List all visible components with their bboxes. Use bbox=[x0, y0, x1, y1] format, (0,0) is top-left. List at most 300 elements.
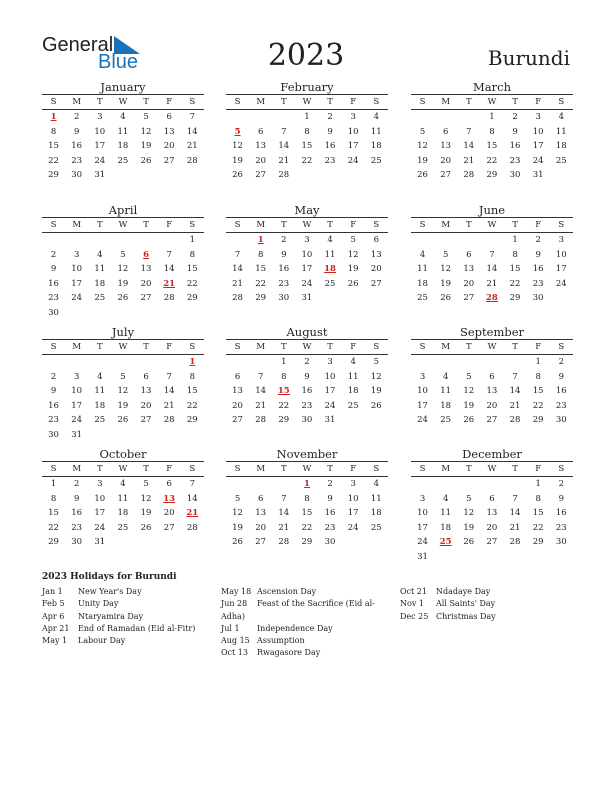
day-cell: 22 bbox=[255, 278, 267, 289]
holiday-date: Oct 13 bbox=[221, 648, 248, 658]
day-cell: 19 bbox=[370, 386, 382, 397]
weekday-label: M bbox=[256, 342, 266, 352]
empty-cell bbox=[434, 355, 457, 370]
day-cell: 15 bbox=[509, 264, 521, 275]
weekday-label: F bbox=[350, 220, 357, 230]
empty-cell bbox=[457, 355, 480, 370]
day-cell: 13 bbox=[140, 386, 152, 397]
day-cell: 20 bbox=[232, 400, 243, 411]
holiday-date: Jul 1 bbox=[221, 623, 240, 633]
week-row bbox=[42, 110, 204, 125]
day-cell: 15 bbox=[486, 141, 498, 152]
day-cell: 2 bbox=[281, 235, 287, 245]
day-cell: 26 bbox=[440, 293, 452, 304]
month-name: November bbox=[276, 447, 338, 461]
day-cell: 12 bbox=[117, 386, 129, 397]
week-row bbox=[42, 168, 204, 183]
day-cell: 1 bbox=[50, 479, 57, 489]
day-cell: 29 bbox=[48, 170, 59, 181]
day-cell: 24 bbox=[347, 155, 359, 166]
day-cell: 31 bbox=[324, 415, 336, 426]
weekday-label: W bbox=[487, 97, 497, 107]
day-cell: 23 bbox=[509, 155, 521, 166]
day-cell: 10 bbox=[347, 493, 359, 504]
empty-cell bbox=[135, 233, 158, 248]
day-cell: 12 bbox=[417, 141, 428, 152]
empty-cell bbox=[434, 477, 457, 492]
day-cell: 3 bbox=[73, 371, 80, 382]
empty-cell bbox=[65, 355, 88, 370]
weekday-label: T bbox=[465, 464, 472, 474]
day-cell: 2 bbox=[73, 112, 80, 122]
holiday-date: May 18 bbox=[221, 587, 252, 596]
holiday-name: Ntaryamira Day bbox=[78, 611, 144, 621]
day-cell: 18 bbox=[440, 400, 452, 411]
day-cell: 22 bbox=[532, 522, 544, 533]
weekday-label: W bbox=[118, 220, 128, 230]
weekday-label: M bbox=[72, 464, 82, 474]
day-cell: 11 bbox=[94, 386, 106, 397]
day-cell: 7 bbox=[281, 126, 287, 137]
day-cell: 26 bbox=[140, 155, 152, 166]
day-cell: 7 bbox=[466, 126, 472, 137]
day-cell: 11 bbox=[370, 126, 382, 137]
empty-cell bbox=[181, 306, 204, 321]
day-cell: 16 bbox=[48, 400, 59, 411]
day-cell: 4 bbox=[350, 357, 356, 367]
day-cell: 14 bbox=[509, 386, 521, 397]
week-row bbox=[42, 277, 204, 292]
day-cell: 25 bbox=[117, 155, 129, 166]
week-row bbox=[42, 413, 204, 428]
day-cell: 27 bbox=[486, 415, 498, 426]
day-cell: 16 bbox=[71, 141, 83, 152]
day-cell: 21 bbox=[463, 155, 475, 166]
weekday-label: F bbox=[166, 220, 173, 230]
day-cell: 13 bbox=[163, 126, 175, 137]
day-cell: 23 bbox=[48, 415, 59, 426]
day-cell: 17 bbox=[347, 141, 359, 152]
day-cell: 31 bbox=[94, 170, 106, 181]
weekday-label: T bbox=[327, 342, 333, 352]
day-cell: 11 bbox=[347, 371, 359, 382]
day-cell: 5 bbox=[120, 371, 126, 382]
day-cell: 10 bbox=[94, 493, 106, 504]
holiday-day-cell: 25 bbox=[439, 537, 452, 548]
day-cell: 12 bbox=[347, 249, 359, 260]
empty-cell bbox=[411, 355, 434, 370]
empty-cell bbox=[158, 535, 181, 550]
day-cell: 29 bbox=[278, 415, 290, 426]
day-cell: 11 bbox=[440, 508, 452, 519]
week-row bbox=[411, 110, 573, 125]
empty-cell bbox=[365, 413, 388, 428]
weekday-label: F bbox=[350, 97, 357, 107]
weekday-label: T bbox=[143, 220, 149, 230]
day-cell: 23 bbox=[532, 278, 544, 289]
day-cell: 7 bbox=[281, 493, 287, 504]
day-cell: 7 bbox=[257, 371, 264, 382]
day-cell: 27 bbox=[255, 537, 267, 548]
day-cell: 28 bbox=[186, 522, 198, 533]
day-cell: 11 bbox=[117, 126, 129, 137]
holiday-day-cell: 13 bbox=[163, 493, 176, 504]
holiday-date: Dec 25 bbox=[400, 611, 429, 621]
day-cell: 15 bbox=[532, 508, 544, 519]
day-cell: 26 bbox=[370, 400, 382, 411]
weekday-label: S bbox=[50, 342, 57, 352]
day-cell: 30 bbox=[48, 307, 59, 318]
day-cell: 19 bbox=[463, 522, 475, 533]
week-row bbox=[226, 492, 388, 507]
empty-cell bbox=[111, 306, 134, 321]
weekday-label: W bbox=[302, 220, 312, 230]
weekday-label: F bbox=[535, 464, 542, 474]
day-cell: 23 bbox=[48, 293, 59, 304]
day-cell: 9 bbox=[558, 493, 565, 504]
day-cell: 16 bbox=[509, 141, 521, 152]
day-cell: 2 bbox=[558, 479, 565, 489]
day-cell: 13 bbox=[255, 508, 267, 519]
empty-cell bbox=[319, 291, 342, 306]
empty-cell bbox=[42, 355, 65, 370]
day-cell: 10 bbox=[417, 386, 428, 397]
day-cell: 21 bbox=[255, 400, 267, 411]
empty-cell bbox=[480, 550, 503, 565]
day-cell: 22 bbox=[48, 155, 59, 166]
month-name: August bbox=[286, 325, 328, 339]
day-cell: 12 bbox=[140, 493, 152, 504]
empty-cell bbox=[504, 550, 527, 565]
day-cell: 24 bbox=[555, 278, 567, 289]
day-cell: 29 bbox=[186, 293, 198, 304]
holiday-item bbox=[221, 635, 375, 647]
weekday-label: S bbox=[234, 342, 241, 352]
day-cell: 9 bbox=[327, 493, 333, 504]
weekday-label: S bbox=[558, 342, 565, 352]
day-cell: 3 bbox=[304, 235, 310, 245]
day-cell: 2 bbox=[327, 479, 333, 489]
empty-cell bbox=[249, 110, 272, 125]
weekday-header bbox=[42, 339, 204, 355]
day-cell: 8 bbox=[489, 126, 495, 137]
weekday-label: T bbox=[465, 220, 472, 230]
day-cell: 3 bbox=[419, 493, 426, 504]
day-cell: 9 bbox=[73, 493, 80, 504]
day-cell: 24 bbox=[324, 400, 336, 411]
day-cell: 26 bbox=[117, 293, 129, 304]
day-cell: 20 bbox=[140, 400, 152, 411]
day-cell: 30 bbox=[555, 537, 567, 548]
day-cell: 8 bbox=[512, 249, 518, 260]
holiday-day-cell: 1 bbox=[189, 357, 196, 367]
day-cell: 11 bbox=[555, 126, 567, 137]
day-cell: 27 bbox=[140, 415, 152, 426]
day-cell: 6 bbox=[234, 371, 241, 382]
day-cell: 2 bbox=[327, 112, 333, 122]
empty-cell bbox=[181, 428, 204, 443]
day-cell: 30 bbox=[532, 293, 544, 304]
holiday-day-cell: 15 bbox=[277, 386, 290, 397]
weekday-label: W bbox=[118, 464, 128, 474]
week-row bbox=[42, 139, 204, 154]
day-cell: 25 bbox=[440, 415, 452, 426]
day-cell: 9 bbox=[50, 386, 57, 397]
empty-cell bbox=[158, 428, 181, 443]
weekday-label: W bbox=[487, 342, 497, 352]
weekday-label: F bbox=[166, 342, 173, 352]
day-cell: 2 bbox=[50, 371, 57, 382]
empty-cell bbox=[527, 550, 550, 565]
day-cell: 22 bbox=[301, 155, 313, 166]
day-cell: 16 bbox=[532, 264, 544, 275]
month-may bbox=[226, 203, 388, 306]
week-row bbox=[226, 535, 388, 550]
holiday-day-cell: 21 bbox=[163, 278, 176, 289]
day-cell: 3 bbox=[327, 357, 333, 367]
weekday-label: W bbox=[118, 97, 128, 107]
empty-cell bbox=[550, 291, 573, 306]
day-cell: 18 bbox=[94, 278, 106, 289]
day-cell: 28 bbox=[163, 293, 175, 304]
day-cell: 14 bbox=[463, 141, 475, 152]
logo-text-general: General bbox=[42, 34, 114, 56]
day-cell: 18 bbox=[440, 522, 452, 533]
day-cell: 3 bbox=[535, 112, 541, 122]
week-row bbox=[42, 125, 204, 140]
week-row bbox=[42, 492, 204, 507]
day-cell: 15 bbox=[301, 141, 313, 152]
day-cell: 5 bbox=[143, 112, 149, 122]
weekday-label: F bbox=[350, 342, 357, 352]
weekday-label: F bbox=[535, 342, 542, 352]
day-cell: 17 bbox=[532, 141, 544, 152]
day-cell: 18 bbox=[370, 508, 382, 519]
day-cell: 6 bbox=[166, 479, 172, 489]
weekday-label: T bbox=[143, 342, 149, 352]
day-cell: 2 bbox=[304, 357, 310, 367]
weekday-header bbox=[42, 461, 204, 477]
weekday-label: S bbox=[558, 220, 565, 230]
empty-cell bbox=[504, 477, 527, 492]
empty-cell bbox=[295, 168, 318, 183]
holiday-date: Nov 1 bbox=[400, 599, 424, 609]
day-cell: 1 bbox=[535, 357, 541, 367]
holiday-item bbox=[221, 598, 375, 610]
weekday-header bbox=[411, 217, 573, 233]
day-cell: 8 bbox=[50, 493, 57, 504]
weekday-label: M bbox=[441, 220, 451, 230]
day-cell: 4 bbox=[97, 249, 103, 260]
day-cell: 18 bbox=[555, 141, 567, 152]
day-cell: 14 bbox=[232, 264, 243, 275]
month-january bbox=[42, 80, 204, 183]
day-cell: 1 bbox=[489, 112, 495, 122]
weekday-header bbox=[226, 339, 388, 355]
day-cell: 29 bbox=[509, 293, 521, 304]
week-row bbox=[411, 399, 573, 414]
day-cell: 14 bbox=[163, 264, 175, 275]
day-cell: 4 bbox=[97, 371, 103, 382]
weekday-label: T bbox=[327, 97, 333, 107]
weekday-label: T bbox=[512, 464, 518, 474]
day-cell: 19 bbox=[232, 155, 243, 166]
day-cell: 1 bbox=[281, 357, 287, 367]
holiday-date: Jan 1 bbox=[42, 587, 63, 596]
day-cell: 28 bbox=[463, 170, 475, 181]
day-cell: 30 bbox=[278, 293, 290, 304]
holiday-item bbox=[42, 611, 196, 623]
day-cell: 3 bbox=[419, 371, 426, 382]
day-cell: 16 bbox=[71, 508, 83, 519]
weekday-label: S bbox=[419, 97, 426, 107]
weekday-label: M bbox=[441, 464, 451, 474]
day-cell: 10 bbox=[71, 264, 83, 275]
day-cell: 6 bbox=[489, 371, 495, 382]
day-cell: 13 bbox=[440, 141, 452, 152]
day-cell: 10 bbox=[71, 386, 83, 397]
day-cell: 29 bbox=[532, 415, 544, 426]
day-cell: 3 bbox=[350, 479, 356, 489]
day-cell: 20 bbox=[163, 141, 175, 152]
week-row bbox=[411, 139, 573, 154]
month-october bbox=[42, 447, 204, 550]
day-cell: 5 bbox=[350, 235, 356, 245]
week-row bbox=[42, 535, 204, 550]
week-row bbox=[411, 355, 573, 370]
day-cell: 23 bbox=[301, 400, 313, 411]
month-name: October bbox=[99, 447, 147, 461]
day-cell: 25 bbox=[94, 415, 106, 426]
day-cell: 27 bbox=[440, 170, 452, 181]
weekday-header bbox=[226, 217, 388, 233]
empty-cell bbox=[158, 355, 181, 370]
day-cell: 21 bbox=[278, 155, 290, 166]
day-cell: 15 bbox=[532, 386, 544, 397]
week-row bbox=[226, 110, 388, 125]
week-row bbox=[226, 139, 388, 154]
empty-cell bbox=[550, 168, 573, 183]
day-cell: 7 bbox=[489, 249, 495, 260]
day-cell: 20 bbox=[463, 278, 475, 289]
week-row bbox=[411, 248, 573, 263]
day-cell: 27 bbox=[370, 278, 382, 289]
day-cell: 13 bbox=[486, 508, 498, 519]
day-cell: 19 bbox=[463, 400, 475, 411]
weekday-header bbox=[42, 94, 204, 110]
day-cell: 6 bbox=[257, 126, 264, 137]
weekday-label: T bbox=[96, 342, 103, 352]
empty-cell bbox=[272, 477, 295, 492]
holiday-day-cell: 6 bbox=[143, 249, 150, 260]
weekday-header bbox=[226, 461, 388, 477]
day-cell: 23 bbox=[324, 155, 336, 166]
holiday-item bbox=[400, 611, 554, 623]
day-cell: 8 bbox=[189, 371, 196, 382]
day-cell: 4 bbox=[120, 112, 126, 122]
day-cell: 4 bbox=[558, 112, 565, 122]
day-cell: 6 bbox=[489, 493, 495, 504]
empty-cell bbox=[411, 110, 434, 125]
empty-cell bbox=[135, 355, 158, 370]
weekday-label: F bbox=[535, 220, 542, 230]
weekday-label: W bbox=[302, 97, 312, 107]
day-cell: 21 bbox=[509, 400, 521, 411]
day-cell: 14 bbox=[255, 386, 267, 397]
day-cell: 26 bbox=[232, 170, 243, 181]
day-cell: 19 bbox=[140, 141, 152, 152]
empty-cell bbox=[249, 355, 272, 370]
month-name: January bbox=[100, 80, 146, 94]
day-cell: 28 bbox=[278, 537, 290, 548]
empty-cell bbox=[158, 233, 181, 248]
weekday-label: S bbox=[373, 464, 380, 474]
day-cell: 13 bbox=[255, 141, 267, 152]
week-row bbox=[42, 291, 204, 306]
empty-cell bbox=[226, 477, 249, 492]
day-cell: 8 bbox=[189, 249, 196, 260]
day-cell: 20 bbox=[163, 508, 175, 519]
week-row bbox=[42, 370, 204, 385]
month-august bbox=[226, 325, 388, 428]
day-cell: 4 bbox=[442, 493, 449, 504]
day-cell: 17 bbox=[324, 386, 336, 397]
day-cell: 5 bbox=[373, 357, 380, 367]
day-cell: 13 bbox=[486, 386, 498, 397]
weekday-label: W bbox=[487, 464, 497, 474]
day-cell: 18 bbox=[117, 141, 129, 152]
day-cell: 17 bbox=[71, 278, 83, 289]
holiday-name: Ndadaye Day bbox=[436, 587, 491, 596]
holiday-name: Feast of the Sacrifice (Eid al- bbox=[257, 599, 375, 609]
day-cell: 22 bbox=[509, 278, 521, 289]
day-cell: 5 bbox=[234, 493, 241, 504]
weekday-label: S bbox=[50, 464, 57, 474]
day-cell: 8 bbox=[304, 493, 310, 504]
day-cell: 24 bbox=[301, 278, 313, 289]
day-cell: 7 bbox=[512, 371, 518, 382]
day-cell: 27 bbox=[140, 293, 152, 304]
empty-cell bbox=[65, 233, 88, 248]
empty-cell bbox=[365, 168, 388, 183]
empty-cell bbox=[88, 428, 111, 443]
day-cell: 13 bbox=[370, 249, 382, 260]
day-cell: 2 bbox=[512, 112, 518, 122]
holiday-day-cell: 1 bbox=[257, 235, 264, 245]
weekday-label: S bbox=[373, 220, 380, 230]
empty-cell bbox=[111, 168, 134, 183]
day-cell: 2 bbox=[535, 235, 541, 245]
weekday-label: S bbox=[189, 97, 196, 107]
day-cell: 30 bbox=[555, 415, 567, 426]
day-cell: 23 bbox=[555, 400, 567, 411]
holiday-name: Ascension Day bbox=[257, 587, 317, 596]
holiday-item bbox=[42, 598, 196, 610]
day-cell: 17 bbox=[94, 508, 106, 519]
empty-cell bbox=[342, 168, 365, 183]
day-cell: 25 bbox=[324, 278, 336, 289]
holiday-column bbox=[42, 586, 196, 647]
day-cell: 26 bbox=[232, 537, 243, 548]
day-cell: 6 bbox=[257, 493, 264, 504]
day-cell: 27 bbox=[163, 155, 175, 166]
day-cell: 18 bbox=[117, 508, 129, 519]
day-cell: 9 bbox=[327, 126, 333, 137]
weekday-label: M bbox=[441, 342, 451, 352]
day-cell: 20 bbox=[140, 278, 152, 289]
day-cell: 3 bbox=[350, 112, 356, 122]
day-cell: 14 bbox=[163, 386, 175, 397]
